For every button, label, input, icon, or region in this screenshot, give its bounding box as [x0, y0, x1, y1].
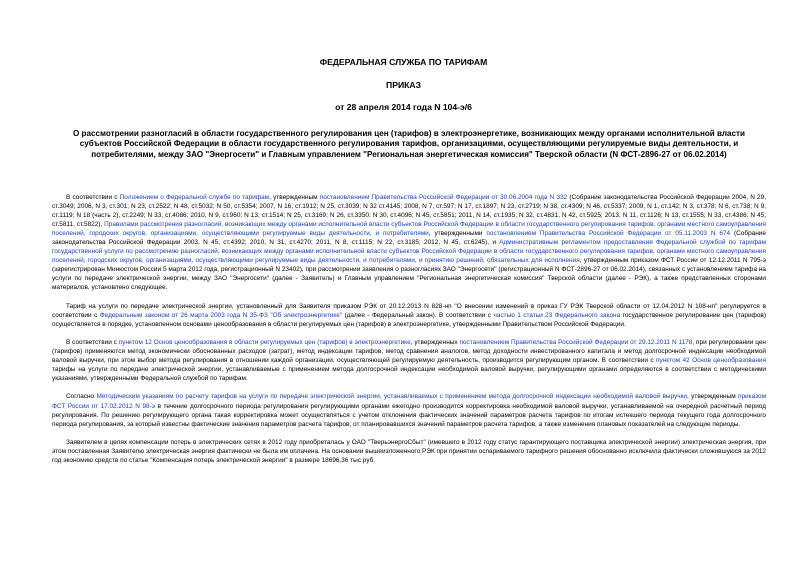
body-paragraph	[52, 338, 766, 383]
paragraph-text: , утвержденным	[687, 393, 738, 401]
document-link[interactable]: постановлением Правительства Российской Федерации от 30.06.2004 года N 332	[319, 194, 568, 201]
paragraph-text: государственное регулирование цен (тарифов) осуществляется в порядке, установленном основами ценообразования в области регулируемых цен (тарифов) в электроэнергетике, утвержденными Правительством Российской Федерации.	[52, 311, 766, 328]
document-link[interactable]: Административным регламентом предоставления Федеральной службой по тарифам государственной услуги по рассмотрению разногласий, возникающих между органами исполнительной власти субъектов Российской Федерации в области государственного регулирования тарифов, органами местного самоуправления поселений, городских округов, организациями, осуществляющими регулируемые виды деятельности, и потребителями, и принятию решений, обязательных для исполнения	[52, 239, 766, 265]
body-paragraph	[52, 193, 766, 293]
document-date: от 28 апреля 2014 года N 104-э/6	[335, 102, 472, 112]
paragraph-text: Заявителем в целях компенсации потерь в электрических сетях в 2012 году приобреталась у ОАО "ТверьэнергоСбыт" (имевшего в 2012 году статус гарантирующего поставщика электрической энергии) электрическая энергия, при этом поставленная Заявителю электрическая энергия фактически не была им оплачена. На основании вышеизложенного РЭК при принятии оспариваемого тарифного решения обоснованно исключила фактически сложившуюся за 2012 год экономию средств по статье "Компенсация потерь электрической энергии" в размере 18696,36 тыс.руб.	[52, 438, 766, 464]
paragraph-text: (далее - Федеральный закон). В соответствии с	[342, 311, 494, 319]
paragraph-text: Согласно	[66, 393, 97, 401]
document-link[interactable]: частью 1 статьи 23 Федерального закона	[493, 311, 621, 319]
document-link[interactable]: постановлением Правительства Российской Федерации от 05.11.2003 N 674	[486, 230, 731, 238]
paragraph-text: , при регулировании цен (тарифов) применяются метод экономически обоснованных расходов (затрат), метод индексации тарифов, метод сравнения аналогов, метод доходности инвестированного капитала и метод долгосрочной индексации необходимой валовой выручки, при этом выбор метода регулирования в отношении каждой организации, осуществляющей регулируемую деятельность, производится регулирующим органом. В соответствии с	[52, 339, 766, 365]
document-link[interactable]: Федеральным законом от 26 марта 2003 года N 35-ФЗ "Об электроэнергетике"	[99, 311, 343, 319]
paragraph-text: (Собрание законодательства Российской Федерации 2004, N 29, ст.3049; 2006, N 3, ст.301; N 23, ст.2522; N 48, ст.5032; N 50, ст.5354; 2007, N 16, ст.1912; N 25, ст.3039; N 32 ст.4145; 2008, N 7, ст.597; N 17, ст.1897; N 23, ст.2719; N 38, ст.4309; N 46, ст.5337; 2009, N 1, ст.142; N 3, ст.378; N 6, ст.738; N 9, ст.1119; N 18 (часть 2), ст.2249; N 33, ст.4086; 2010, N 9, ст.960; N 13, ст.1514; N 25, ст.3169; N 26, ст.3350; N 30, ст.4096; N 45, ст.5851; 2011, N 14, ст.1935; N 32, ст.4831, N 42, ст.5925; 2013, N 11, ст.1126; N 13, ст.1555; N 33, ст.4386; N 45, ст.5811, ст.5822),	[52, 194, 766, 229]
document-link[interactable]: Правилами рассмотрения разногласий, возникающих между органами исполнительной власти субъектов Российской Федерации в области государственного регулирования тарифов, органами местного самоуправления поселений, городских округов, организациями, осуществляющими регулируемые виды деятельности, и потребителями	[52, 221, 766, 238]
document-body	[52, 193, 766, 474]
paragraph-text: , утвержденным приказом ФСТ России от 12.12.2011 N 795-э (зарегистрирован Минюстом России 5 марта 2012 года, регистрационный N 23402), при рассмотрении заявления о разногласиях ЗАО "Энергосети" (регистрационный N ФСТ-2896-27 от 06.02.2014), связанных с установлением тарифа на услуги по передаче электрической энергии, между ЗАО "Энергосети" (далее - Заявитель) и Главным управлением "Региональная энергетическая комиссия" Тверской области (далее - РЭК), а также представленных сторонами материалов, установлено следующее.	[52, 257, 766, 292]
paragraph-text: В соответствии с	[66, 339, 119, 347]
paragraph-text: В соответствии с	[66, 194, 120, 201]
body-paragraph	[52, 302, 766, 329]
document-link[interactable]: Положением о Федеральной службе по тарифам	[119, 194, 270, 201]
body-paragraph	[52, 438, 766, 465]
document-title: О рассмотрении разногласий в области государственного регулирования цен (тарифов) в электроэнергетике, возникающих между органами исполнительной власти субъектов Российской Федерации в области государственного регулирования тарифов, организациями, осуществляющими регулируемые виды деятельности, и потребителями, между ЗАО "Энергосети" и Главным управлением "Региональная энергетическая комиссия" Тверской области (N ФСТ-2896-27 от 06.02.2014)	[73, 129, 745, 159]
body-paragraph	[52, 392, 766, 428]
document-link[interactable]: Методическим указаниям по расчету тарифов на услуги по передаче электрической энергии, устанавливаемых с применением метода долгосрочной индексации необходимой валовой выручки	[96, 393, 688, 401]
document-link[interactable]: пунктом 12 Основ ценообразования в области регулируемых цен (тарифов) в электроэнергетике	[118, 339, 411, 347]
document-link[interactable]: приказом ФСТ России от 17.02.2012 N 98-э	[52, 393, 766, 410]
paragraph-text: , утвержденных	[410, 339, 460, 347]
document-link[interactable]: пунктом 42 Основ ценообразования	[656, 357, 766, 365]
paragraph-text: , утвержденным	[269, 194, 320, 201]
document-link[interactable]: постановлением Правительства Российской Федерации от 29.12.2011 N 1178	[459, 339, 693, 347]
paragraph-text: тарифы на услуги по передаче электрической энергии, устанавливаемые с применением метода долгосрочной индексации необходимой валовой выручки, регулирующими органами определяются в соответствии с методическими указаниями, утвержденными Федеральной службой по тарифам.	[52, 366, 766, 383]
paragraph-text: в течение долгосрочного периода регулирования регулирующими органами ежегодно производится корректировка необходимой валовой выручки, устанавливаемой на очередной расчетный период регулирования. По решению регулирующего органа такая корректировка может осуществляться с учетом отклонения фактических значений параметров расчета тарифов по итогам истекшего периода текущего года долгосрочного периода регулирования, за который известны фактические значения параметров расчета тарифов, от планировавшихся значений параметров расчета тарифов, а также изменения плановых показателей на следующие периоды.	[52, 402, 766, 428]
agency-name: ФЕДЕРАЛЬНАЯ СЛУЖБА ПО ТАРИФАМ	[319, 57, 488, 67]
paragraph-text: , утвержденными	[428, 230, 487, 238]
document-type: ПРИКАЗ	[386, 80, 421, 90]
paragraph-text: (Собрание законодательства Российской Федерации 2003, N 45, ст.4392; 2010, N 31, ст.4270; 2011, N 8, ст.1115; N 22, ст.3185; 2012, N 45, ст.6245), и	[52, 230, 766, 247]
paragraph-text: Тариф на услуги по передаче электрической энергии, установленный для Заявителя приказом РЭК от 20.12.2013 N 828-нп "О внесении изменений в приказ ГУ РЭК Тверской области от 12.04.2012 N 108-нп" регулируется в соответствии с	[52, 302, 766, 319]
